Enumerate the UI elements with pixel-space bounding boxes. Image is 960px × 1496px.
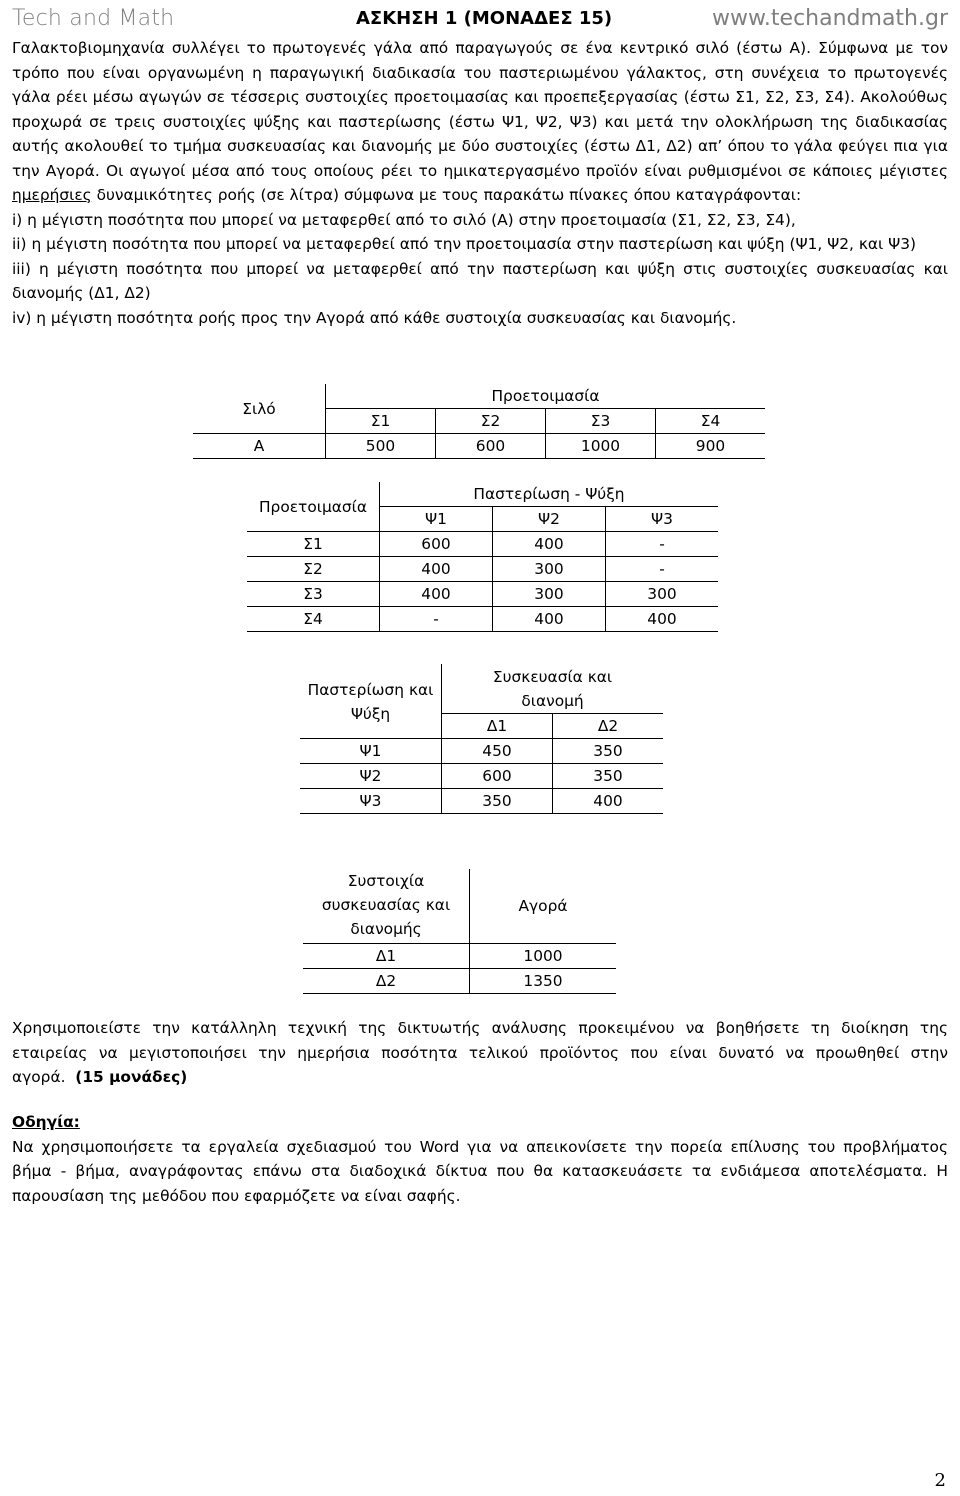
table-row — [247, 532, 718, 557]
table-cell: 300 — [493, 557, 606, 582]
table-header-line: Παστερίωση και — [307, 681, 434, 699]
table-header-cell: Προετοιμασία — [247, 482, 380, 532]
table-column-header: Ψ3 — [606, 507, 719, 532]
table-cell: 350 — [553, 764, 664, 789]
table-cell: 300 — [493, 582, 606, 607]
pasteurization-to-packaging-table — [300, 664, 663, 814]
table-cell: 1350 — [470, 969, 617, 994]
table-row — [303, 944, 616, 969]
closing-section — [12, 1016, 948, 1090]
silo-to-preparation-table — [193, 384, 765, 459]
table-cell: 450 — [442, 739, 553, 764]
table-group-header: Προετοιμασία — [326, 384, 766, 409]
table-group-header-line: διανομή — [521, 692, 584, 710]
table-cell: 400 — [606, 607, 719, 632]
table-cell: 350 — [553, 739, 664, 764]
table-cell: 350 — [442, 789, 553, 814]
table-header-line: συσκευασίας και — [321, 896, 451, 914]
table-row — [247, 557, 718, 582]
points-label: (15 μονάδες) — [75, 1068, 188, 1086]
table-cell: - — [380, 607, 493, 632]
table-header-line: Ψύξη — [350, 705, 391, 723]
item-iv: iv) η μέγιστη ποσότητα ροής προς την Αγορά από κάθε συστοιχία συσκευασίας και διανομής. — [12, 308, 737, 327]
item-i: i) η μέγιστη ποσότητα που μπορεί να μεταφερθεί από το σιλό (Α) στην προετοιμασία (Σ1, Σ2, Σ3, Σ4), — [12, 210, 796, 229]
header-website[interactable]: www.techandmath.gr — [711, 6, 948, 31]
item-ii: ii) η μέγιστη ποσότητα που μπορεί να μεταφερθεί από την προετοιμασία στην παστερίωση και ψύξη (Ψ1, Ψ2, και Ψ3) — [12, 235, 917, 253]
table-row-label: Α — [193, 434, 326, 459]
table-header-line: Συστοιχία — [347, 872, 425, 890]
table-row-label: Δ2 — [303, 969, 470, 994]
preparation-to-pasteurization-table — [247, 482, 718, 632]
closing-paragraph — [12, 1016, 948, 1090]
table-row — [247, 607, 718, 632]
table-cell: 400 — [380, 582, 493, 607]
table-cell: - — [606, 557, 719, 582]
table-row-label: Σ4 — [247, 607, 380, 632]
table-cell: 1000 — [546, 434, 656, 459]
table-row — [300, 739, 663, 764]
table-row — [300, 764, 663, 789]
table-column-header: Αγορά — [470, 869, 617, 944]
table-row — [300, 789, 663, 814]
table-header-cell: Σιλό — [193, 384, 326, 434]
table-cell: 400 — [493, 607, 606, 632]
table-column-header: Σ3 — [546, 409, 656, 434]
table-cell: 900 — [656, 434, 766, 459]
page-header — [12, 4, 948, 34]
table-column-header: Δ2 — [553, 714, 664, 739]
table-cell: 1000 — [470, 944, 617, 969]
intro-underlined-word: ημερήσιες — [12, 186, 92, 204]
table-header-cell — [300, 664, 442, 739]
table-cell: 300 — [606, 582, 719, 607]
table-row-label: Σ3 — [247, 582, 380, 607]
table-group-header-line: Συσκευασία και — [492, 668, 613, 686]
table-cell: - — [606, 532, 719, 557]
item-iii: iii) η μέγιστη ποσότητα που μπορεί να μεταφερθεί από την παστερίωση και ψύξη στις συστοιχίες συσκευασίας και διανομής (Δ1, Δ2) — [12, 259, 948, 302]
instruction-section — [12, 1110, 948, 1208]
table-column-header: Σ4 — [656, 409, 766, 434]
page-number: 2 — [934, 1470, 946, 1491]
table-column-header: Ψ1 — [380, 507, 493, 532]
table-row-label: Δ1 — [303, 944, 470, 969]
exercise-title: ΑΣΚΗΣΗ 1 (ΜΟΝΑΔΕΣ 15) — [356, 8, 613, 29]
table-cell: 400 — [553, 789, 664, 814]
closing-text: Χρησιμοποιείστε την κατάλληλη τεχνική της δικτυωτής ανάλυσης προκειμένου να βοηθήσετε τη διοίκηση της εταιρείας να μεγιστοποιήσει την ημερήσια ποσότητα τελικού προϊόντος που είναι δυνατό να προωθηθεί στην αγορά. — [12, 1019, 948, 1086]
table-cell: 400 — [380, 557, 493, 582]
packaging-to-market-table — [303, 869, 616, 994]
table-header-line: διανομής — [350, 920, 422, 938]
table-row-label: Σ2 — [247, 557, 380, 582]
intro-text-b: δυναμικότητες ροής (σε λίτρα) σύμφωνα με τους παρακάτω πίνακες όπου καταγράφονται: — [91, 186, 802, 204]
table-row-label: Ψ1 — [300, 739, 442, 764]
table-cell: 600 — [380, 532, 493, 557]
intro-paragraph — [12, 36, 948, 208]
table-row — [193, 434, 765, 459]
table-row-label: Σ1 — [247, 532, 380, 557]
table-column-header: Ψ2 — [493, 507, 606, 532]
table-column-header: Δ1 — [442, 714, 553, 739]
table-header-cell — [303, 869, 470, 944]
instruction-heading: Οδηγία: — [12, 1113, 80, 1131]
table-group-header — [442, 664, 664, 714]
header-brand-left: Tech and Math — [12, 6, 175, 31]
intro-text-a: Γαλακτοβιομηχανία συλλέγει το πρωτογενές γάλα από παραγωγούς σε ένα κεντρικό σιλό (έστω Α). Σύμφωνα με τον τρόπο που είναι οργανωμένη η παραγωγική διαδικασία του παστεριωμένου γάλακτος, στη συνέχεια το πρωτογενές γάλα ρέει μέσω αγωγών σε τέσσερις συστοιχίες προετοιμασίας και προεπεξεργασίας (έστω Σ1, Σ2, Σ3, Σ4). Ακολούθως προχωρά σε τρεις συστοιχίες ψύξης και παστερίωσης (έστω Ψ1, Ψ2, Ψ3) και μετά την ολοκλήρωση της διαδικασίας αυτής ακολουθεί το τμήμα συσκευασίας και διανομής με δύο συστοιχίες (έστω Δ1, Δ2) απ’ όπου το γάλα φεύγει πια για την Αγορά. Οι αγωγοί μέσα από τους οποίους ρέει το ημικατεργασμένο προϊόν είναι ρυθμισμένοι σε κάποιες μέγιστες — [12, 39, 948, 180]
table-cell: 400 — [493, 532, 606, 557]
table-cell: 500 — [326, 434, 436, 459]
table-cell: 600 — [436, 434, 546, 459]
table-column-header: Σ2 — [436, 409, 546, 434]
table-row-label: Ψ3 — [300, 789, 442, 814]
instruction-text: Να χρησιμοποιήσετε τα εργαλεία σχεδιασμού του Word για να απεικονίσετε την πορεία επίλυσης του προβλήματος βήμα - βήμα, αναγράφοντας επάνω στα διαδοχικά δίκτυα που θα κατασκευάσετε τα ενδιάμεσα αποτελέσματα. Η παρουσίαση της μεθόδου που εφαρμόζετε να είναι σαφής. — [12, 1137, 948, 1205]
table-group-header: Παστερίωση - Ψύξη — [380, 482, 719, 507]
table-row — [303, 969, 616, 994]
intro-section — [12, 36, 948, 330]
table-column-header: Σ1 — [326, 409, 436, 434]
table-row-label: Ψ2 — [300, 764, 442, 789]
table-row — [247, 582, 718, 607]
table-cell: 600 — [442, 764, 553, 789]
